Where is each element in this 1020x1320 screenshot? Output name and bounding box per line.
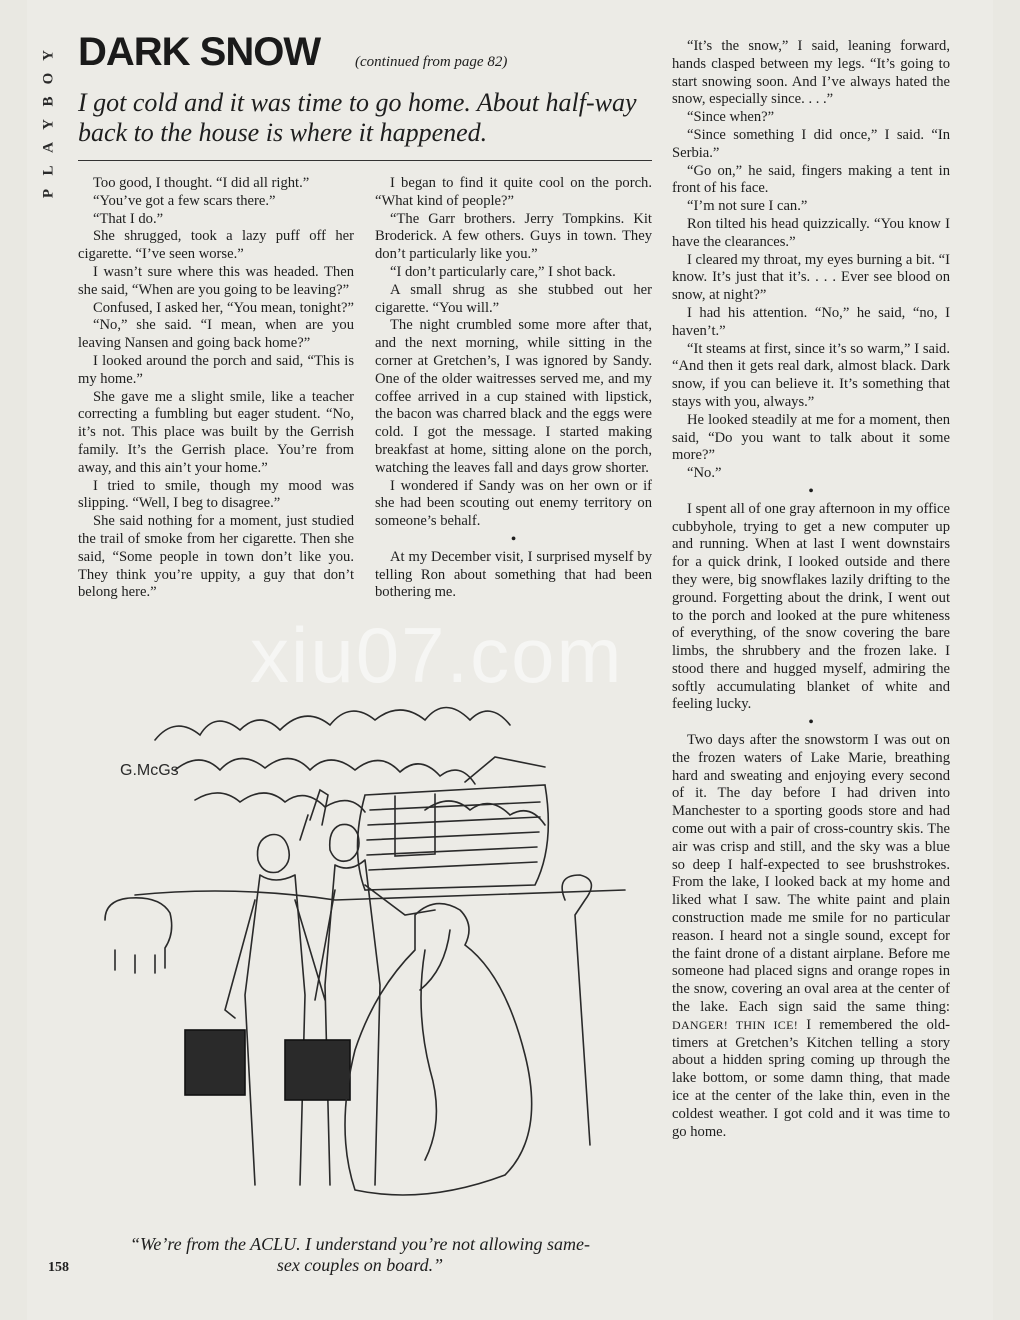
paragraph: I began to find it quite cool on the porch. “What kind of people?” bbox=[375, 175, 652, 209]
spine-letter: L bbox=[40, 165, 57, 176]
paragraph: “The Garr brothers. Jerry Tompkins. Kit Broderick. A few others. Guys in town. They don’t particularly like you.” bbox=[375, 210, 652, 263]
spine-letter: A bbox=[40, 142, 57, 153]
paragraph: She gave me a slight smile, like a teacher correcting a fumbling but eager student. “No, it’s not. This place was built by the Gerrish family. It’s the Gerrish place. You’re from away, and this ain’t your home.” bbox=[78, 388, 354, 476]
pull-quote: I got cold and it was time to go home. About half-way back to the house is where it happened. bbox=[78, 88, 637, 147]
paragraph bbox=[672, 732, 950, 1141]
paragraph: “Go on,” he said, fingers making a tent in front of his face. bbox=[672, 162, 950, 197]
paragraph: I spent all of one gray afternoon in my office cubbyhole, trying to get a new computer up and running. When at last I went downstairs for a quick drink, I looked outside and there they were, big snowflakes lazily drifting to the ground. Forgetting about the drink, I went out to the porch and looked at the pure whiteness of everything, of the snow covering the bare limbs, the shrubbery and the frozen lake. I stood there and hugged myself, admiring the softly accumulating blanket of white and feeling lucky. bbox=[672, 500, 950, 713]
continued-note: (continued from page 82) bbox=[355, 54, 508, 70]
section-break-bullet: • bbox=[510, 530, 517, 548]
paragraph: I looked around the porch and said, “This is my home.” bbox=[78, 352, 354, 387]
spine-logo bbox=[38, 44, 60, 205]
watermark: xiu07.com bbox=[250, 611, 624, 699]
paragraph: I cleared my throat, my eyes burning a bit. “I know. It’s just that it’s. . . . Ever see blood on snow, at night?” bbox=[672, 251, 951, 304]
paragraph: “That I do.” bbox=[93, 210, 164, 227]
deck-rule bbox=[78, 160, 652, 161]
column-2 bbox=[375, 175, 652, 602]
cartoonist-signature: G.McGs bbox=[120, 762, 179, 779]
paragraph: A small shrug as she stubbed out her cigarette. “You will.” bbox=[375, 281, 652, 316]
spine-letter: B bbox=[40, 96, 57, 107]
section-break-bullet: • bbox=[808, 714, 814, 732]
paragraph: “Since something I did once,” I said. “In Serbia.” bbox=[672, 126, 950, 161]
warning-sign-text: DANGER! THIN ICE! bbox=[672, 1017, 798, 1032]
paragraph: “It’s the snow,” I said, leaning forward, hands clasped between my legs. “It’s going to start snowing soon. And I’ve always hated the snow, especially since. . . .” bbox=[672, 38, 950, 108]
paragraph-text: Two days after the snowstorm I was out on the frozen waters of Lake Marie, breathing hard and sweating and enjoying every second of it. The day before I had driven into Manchester to a sporting goods store and had come out with a pair of cross-country skis. The air was crisp and still, and the sky was a blue so deep I half-expected to see brushstrokes. From the lake, I looked back at my home and liked what I saw. The white paint and plain construction made me smile for no particular reason. I heard not a single sound, except for the faint drone of a distant airplane. Before me someone had placed signs and orange ropes in the snow, covering an oval area at the center of the lake. Each sign said the same thing: bbox=[672, 732, 950, 1016]
paragraph: I wondered if Sandy was on her own or if she had been scouting out enemy territory on someone’s behalf. bbox=[375, 477, 652, 530]
paragraph: I had his attention. “No,” he said, “no, I haven’t.” bbox=[672, 304, 950, 339]
spine-letter: O bbox=[40, 72, 57, 85]
paragraph: “You’ve got a few scars there.” bbox=[93, 192, 276, 209]
paragraph: I tried to smile, though my mood was slipping. “Well, I beg to disagree.” bbox=[78, 477, 354, 512]
paragraph: “No.” bbox=[687, 465, 722, 482]
paragraph: Confused, I asked her, “You mean, tonight?” bbox=[93, 299, 354, 316]
spine-letter: P bbox=[40, 188, 57, 199]
paragraph: “It steams at first, since it’s so warm,” I said. “And then it gets real dark, almost black. Dark snow, if you can believe it. It’s something that stays with you, always.” bbox=[672, 340, 950, 410]
paragraph: “Since when?” bbox=[687, 109, 775, 126]
paragraph: The night crumbled some more after that, and the next morning, while sitting in the corner at Gretchen’s, I was ignored by Sandy. One of the older waitresses served me, and my coffee arrived in a cup stained with lipstick, the bacon was charred black and the eggs were cold. I got the message. I started making breakfast at home, sitting alone on the porch, watching the leaves fall and days grow shorter. bbox=[375, 317, 652, 476]
paragraph: Too good, I thought. “I did all right.” bbox=[93, 175, 310, 191]
spine-letter: Y bbox=[40, 119, 57, 130]
paragraph: “No,” she said. “I mean, when are you leaving Nansen and going back home?” bbox=[78, 317, 354, 352]
cartoon-caption: “We’re from the ACLU. I understand you’re not allowing same-sex couples on board.” bbox=[130, 1234, 590, 1275]
paragraph: “I don’t particularly care,” I shot back. bbox=[390, 263, 616, 280]
column-3 bbox=[672, 38, 950, 1141]
paragraph: Ron tilted his head quizzically. “You know I have the clearances.” bbox=[672, 215, 950, 250]
paragraph: I wasn’t sure where this was headed. Then she said, “When are you going to be leaving?” bbox=[78, 263, 354, 298]
paragraph: She said nothing for a moment, just studied the trail of smoke from her cigarette. Then she said, “Some people in town don’t like you. They think you’re uppity, a guy that don’t belong here.” bbox=[78, 513, 354, 601]
cartoon-illustration bbox=[95, 700, 635, 1220]
page-number: 158 bbox=[48, 1260, 69, 1275]
section-break-bullet: • bbox=[808, 482, 814, 500]
paragraph: At my December visit, I surprised myself by telling Ron about something that had been bothering me. bbox=[375, 548, 652, 601]
paragraph: He looked steadily at me for a moment, then said, “Do you want to talk about it some more?” bbox=[672, 411, 950, 464]
spine-letter: Y bbox=[40, 50, 57, 61]
paragraph: “I’m not sure I can.” bbox=[687, 198, 808, 215]
story-title: DARK SNOW bbox=[78, 30, 321, 74]
paragraph: She shrugged, took a lazy puff off her cigarette. “I’ve seen worse.” bbox=[78, 228, 354, 263]
column-1 bbox=[78, 175, 354, 602]
paragraph-text: I remembered the old-timers at Gretchen’s Kitchen telling a story about a hidden spring coming up through the lake bottom, or some damn thing, that made ice at the center of the lake thin, even in the coldest weather. I got cold and it was time to go home. bbox=[672, 1016, 950, 1140]
